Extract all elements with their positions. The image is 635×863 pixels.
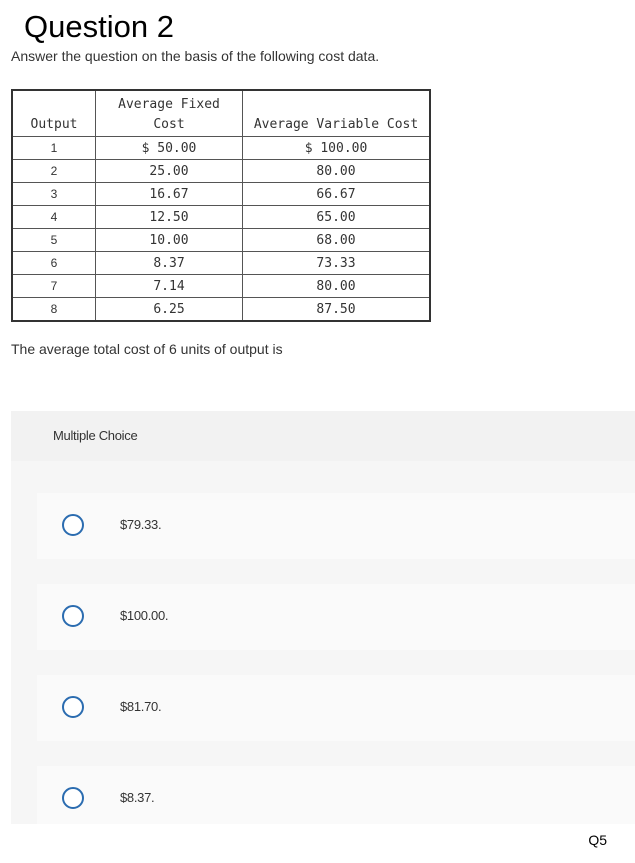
header-average-fixed-cost bbox=[96, 90, 243, 137]
cell-avc: 66.67 bbox=[243, 183, 431, 206]
header-afc-line2: Cost bbox=[153, 117, 185, 132]
cell-output: 4 bbox=[12, 206, 96, 229]
radio-button-icon[interactable] bbox=[62, 605, 84, 627]
cell-afc: $ 50.00 bbox=[96, 137, 243, 160]
radio-button-icon[interactable] bbox=[62, 514, 84, 536]
cell-output: 6 bbox=[12, 252, 96, 275]
radio-button-icon[interactable] bbox=[62, 787, 84, 809]
header-average-variable-cost: Average Variable Cost bbox=[243, 90, 431, 137]
header-afc-line1: Average Fixed bbox=[118, 97, 220, 112]
question-code: Q5 bbox=[588, 832, 607, 848]
cell-output: 8 bbox=[12, 298, 96, 322]
cell-avc: $ 100.00 bbox=[243, 137, 431, 160]
cell-afc: 10.00 bbox=[96, 229, 243, 252]
cell-output: 3 bbox=[12, 183, 96, 206]
cell-afc: 8.37 bbox=[96, 252, 243, 275]
cell-afc: 12.50 bbox=[96, 206, 243, 229]
cell-afc: 7.14 bbox=[96, 275, 243, 298]
cell-avc: 80.00 bbox=[243, 275, 431, 298]
choice-label: $81.70. bbox=[120, 699, 162, 714]
table-row bbox=[12, 183, 430, 206]
cell-avc: 73.33 bbox=[243, 252, 431, 275]
choice-option-a[interactable] bbox=[37, 493, 635, 559]
table-row bbox=[12, 298, 430, 322]
cell-afc: 25.00 bbox=[96, 160, 243, 183]
choice-option-c[interactable] bbox=[37, 675, 635, 741]
header-output: Output bbox=[12, 90, 96, 137]
table-row bbox=[12, 160, 430, 183]
cell-output: 7 bbox=[12, 275, 96, 298]
table-row bbox=[12, 206, 430, 229]
choice-label: $79.33. bbox=[120, 517, 162, 532]
multiple-choice-header bbox=[11, 411, 635, 461]
cell-afc: 6.25 bbox=[96, 298, 243, 322]
question-prompt: The average total cost of 6 units of output is bbox=[11, 341, 283, 357]
cell-avc: 87.50 bbox=[243, 298, 431, 322]
choice-option-d[interactable] bbox=[37, 766, 635, 824]
radio-button-icon[interactable] bbox=[62, 696, 84, 718]
table-row bbox=[12, 252, 430, 275]
choice-option-b[interactable] bbox=[37, 584, 635, 650]
table-header-row bbox=[12, 90, 430, 137]
table-row bbox=[12, 275, 430, 298]
cell-avc: 80.00 bbox=[243, 160, 431, 183]
cell-output: 5 bbox=[12, 229, 96, 252]
table-row bbox=[12, 229, 430, 252]
cell-output: 1 bbox=[12, 137, 96, 160]
multiple-choice-options bbox=[11, 461, 635, 824]
cell-output: 2 bbox=[12, 160, 96, 183]
cell-avc: 65.00 bbox=[243, 206, 431, 229]
cell-afc: 16.67 bbox=[96, 183, 243, 206]
cell-avc: 68.00 bbox=[243, 229, 431, 252]
cost-data-table bbox=[11, 89, 431, 322]
multiple-choice-label: Multiple Choice bbox=[53, 428, 138, 443]
question-subtitle: Answer the question on the basis of the following cost data. bbox=[11, 48, 380, 64]
choice-label: $8.37. bbox=[120, 790, 155, 805]
table-row bbox=[12, 137, 430, 160]
question-title: Question 2 bbox=[24, 9, 174, 44]
choice-label: $100.00. bbox=[120, 608, 169, 623]
